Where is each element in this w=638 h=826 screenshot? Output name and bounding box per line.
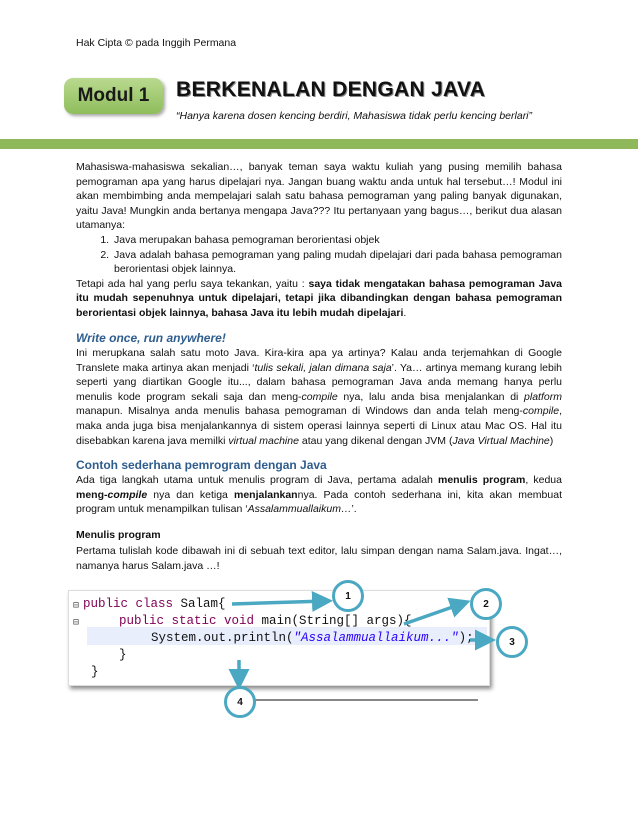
module-badge: Modul 1: [64, 78, 163, 114]
code-text: main(String[] args){: [254, 614, 412, 628]
chapter-quote: “Hanya karena dosen kencing berdiri, Mahasiswa tidak perlu kencing berlari”: [176, 110, 533, 122]
text-run: Ini merupkana salah satu moto Java. Kira-kira apa ya artinya? Kalau anda terjemahkan di Google Translete maka artinya akan menjadi ‘: [76, 347, 562, 374]
arrow-1: [232, 601, 326, 604]
text-run: tulis sekali, jalan dimana saja: [254, 361, 392, 374]
text-run: atau yang dikenal dengan JVM (: [298, 434, 453, 447]
subheading-write-program: Menulis program: [76, 529, 161, 541]
text-run: nya dan ketiga: [147, 488, 234, 501]
text-run: Java Virtual Machine: [452, 434, 550, 447]
code-text: Salam{: [173, 597, 226, 611]
emphasis-lead: Tetapi ada hal yang perlu saya tekankan, yaitu :: [76, 277, 309, 290]
write-program-paragraph: Pertama tulislah kode dibawah ini di sebuah text editor, lalu simpan dengan nama Salam.java. Ingat…, namanya harus Salam.java …!: [76, 545, 562, 572]
text-run: menulis program: [437, 474, 526, 486]
code-keyword: public static void: [119, 614, 255, 628]
text-run: , maka anda juga bisa menjalankannya di sistem operasi lainnya seperti di Linux atau Mac OS. Hal itu disebabkan karena java memilki: [76, 405, 562, 447]
text-run: compile: [107, 488, 148, 501]
chapter-title: BERKENALAN DENGAN JAVA: [176, 78, 486, 101]
text-run: virtual machine: [228, 434, 299, 447]
code-text: );: [458, 631, 474, 645]
fold-minus-icon: ⊟: [73, 618, 80, 629]
text-run: , kedua: [525, 474, 562, 486]
callout-2: 2: [470, 588, 502, 620]
section-heading-example: Contoh sederhana pemrogram dengan Java: [76, 458, 327, 472]
callout-3: 3: [496, 626, 528, 658]
emphasis-end: .: [403, 306, 407, 319]
text-run: compile: [522, 405, 560, 418]
text-run: ): [549, 434, 554, 447]
emphasis-bold: saya tidak mengatakan bahasa pemograman Java itu mudah sepenuhnya untuk dipelajari, tetapi jika dibandingkan dengan bahasa pemograman berorientasi objek lainnya, bahasa Java itu lebih mudah dipelajari: [76, 277, 562, 319]
code-string: "Assalammuallaikum...": [293, 631, 459, 645]
arrow-2: [404, 603, 464, 624]
text-run: compile: [301, 390, 338, 403]
section-heading-motto: Write once, run anywhere!: [76, 331, 226, 345]
copyright-notice: Hak Cipta © pada Inggih Permana: [76, 37, 237, 49]
code-keyword: public class: [83, 597, 174, 611]
intro-text: Mahasiswa-mahasiswa sekalian…, banyak teman saya waktu kuliah yang pusing memilih bahasa pemograman apa yang harus dipelajari nya. Jangan buang waktu anda untuk hal tersebut…! Modul ini akan membimbing anda mempelajari salah satu bahasa pemograman yang paling banyak digunakan, yaitu Java! Mungkin anda bertanya mengapa Java??? Itu pertanyaan yang bagus…, berikut dua alasan utamanya:: [76, 161, 562, 232]
text-run: manapun. Misalnya anda menulis bahasa pemograman di Windows dan anda telah meng-: [76, 405, 523, 418]
code-line-4: }: [119, 648, 127, 662]
text-run: menjalankan: [233, 488, 298, 501]
callout-1: 1: [332, 580, 364, 612]
text-run: Assalammuallaikum…: [247, 503, 352, 516]
callout-4: 4: [224, 686, 256, 718]
text-run: platform: [524, 390, 562, 403]
text-run: Ada tiga langkah utama untuk menulis program di Java, pertama adalah: [76, 474, 438, 486]
text-run: nya, lalu anda bisa menjalankan di: [337, 390, 525, 403]
text-run: ’. Ya… artinya memang kurang lebih seperti yang diartikan Google itu..., dalam bahasa pemograman Java anda memang hanya perlu menulis kode program sekali saja dan meng-: [76, 361, 563, 403]
list-item: 2. Java adalah bahasa pemograman yang paling mudah dipelajari dari pada bahasa pemograman berorientasi objek lainnya.: [112, 248, 562, 277]
text-run: meng-: [76, 488, 108, 501]
code-line-5: }: [91, 665, 99, 679]
list-item: 1. Java merupakan bahasa pemograman berorientasi objek: [112, 233, 562, 248]
fold-minus-icon: ⊟: [73, 601, 80, 612]
code-text: System.out.println(: [151, 631, 294, 645]
text-run: nya. Pada contoh sederhana ini, kita akan membuat program untuk menampilkan tulisan ‘: [76, 488, 562, 516]
text-run: ’.: [351, 503, 357, 516]
